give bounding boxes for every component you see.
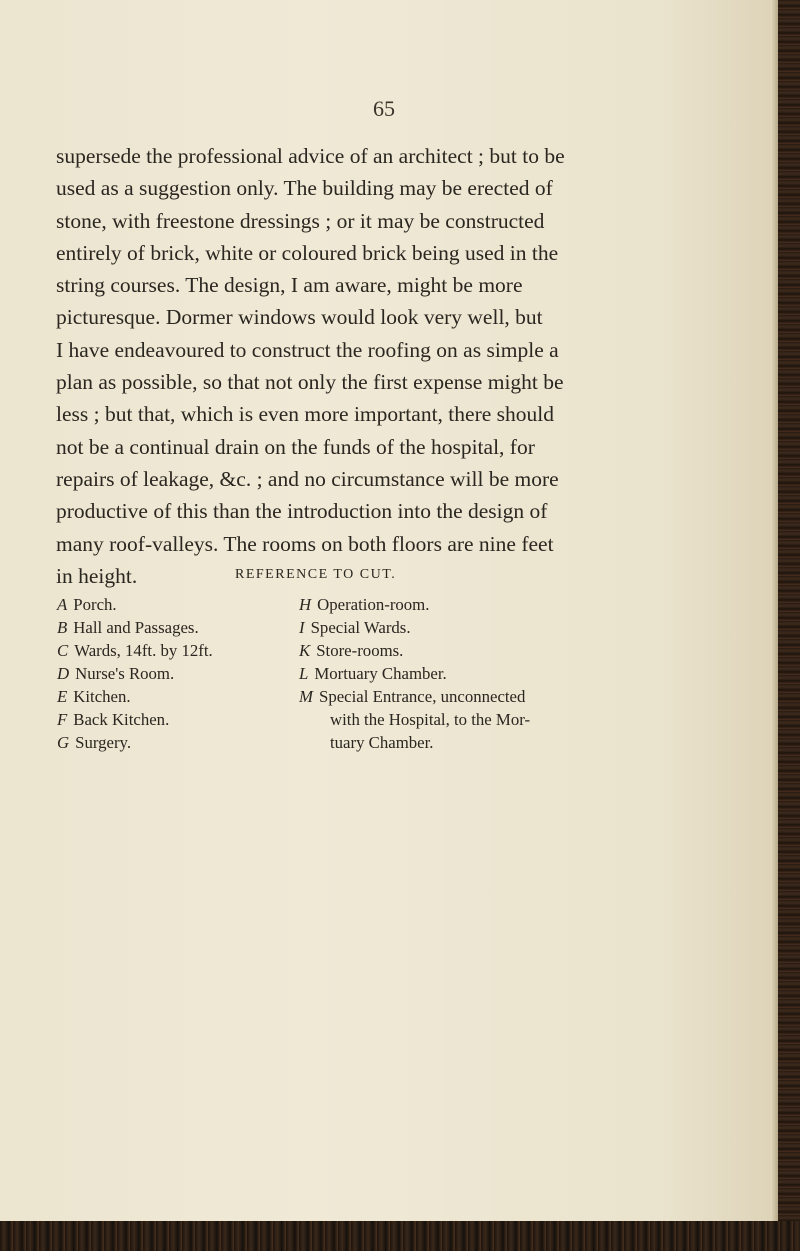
page-number: 65 bbox=[373, 96, 395, 121]
reference-item bbox=[299, 593, 530, 616]
reference-text: Operation-room. bbox=[317, 595, 430, 614]
body-line: productive of this than the introduction into the design of bbox=[56, 499, 548, 524]
reference-text: with the Hospital, to the Mor- bbox=[330, 710, 531, 729]
book-bottom-edge bbox=[0, 1221, 800, 1251]
reference-text: Surgery. bbox=[75, 733, 132, 752]
reference-letter: L bbox=[299, 664, 309, 683]
body-line: many roof-valleys. The rooms on both floors are nine feet bbox=[56, 531, 554, 556]
reference-letter: D bbox=[57, 664, 70, 683]
body-line: repairs of leakage, &c. ; and no circumstance will be more bbox=[56, 466, 559, 491]
reference-item bbox=[57, 616, 213, 639]
body-line: less ; but that, which is even more important, there should bbox=[56, 402, 554, 427]
reference-text: Mortuary Chamber. bbox=[314, 664, 447, 683]
reference-text: Nurse's Room. bbox=[75, 664, 175, 683]
reference-item bbox=[299, 639, 530, 662]
reference-text: Kitchen. bbox=[73, 687, 131, 706]
reference-letter: H bbox=[299, 595, 312, 614]
reference-letter: I bbox=[299, 618, 305, 637]
reference-item-continuation bbox=[299, 731, 530, 754]
body-line: in height. bbox=[56, 563, 138, 588]
body-paragraph bbox=[56, 140, 620, 592]
reference-text: Hall and Passages. bbox=[73, 618, 199, 637]
reference-item bbox=[57, 708, 213, 731]
reference-letter: F bbox=[57, 710, 68, 729]
reference-text: Store-rooms. bbox=[316, 641, 404, 660]
body-line: entirely of brick, white or coloured brick being used in the bbox=[56, 240, 559, 265]
reference-item bbox=[299, 662, 530, 685]
reference-item bbox=[57, 593, 213, 616]
reference-heading: REFERENCE TO CUT. bbox=[235, 567, 397, 582]
reference-list-right bbox=[299, 593, 530, 754]
reference-text: Back Kitchen. bbox=[73, 710, 170, 729]
reference-letter: C bbox=[57, 641, 69, 660]
reference-text: Wards, 14ft. by 12ft. bbox=[74, 641, 213, 660]
body-line: picturesque. Dormer windows would look very well, but bbox=[56, 305, 543, 330]
reference-letter: A bbox=[57, 595, 68, 614]
reference-letter: B bbox=[57, 618, 68, 637]
reference-text: Special Entrance, unconnected bbox=[318, 687, 526, 706]
book-spine bbox=[778, 0, 800, 1251]
reference-text: Porch. bbox=[73, 595, 117, 614]
reference-letter: G bbox=[57, 733, 70, 752]
reference-letter: E bbox=[57, 687, 68, 706]
reference-item bbox=[57, 731, 213, 754]
reference-item bbox=[299, 685, 530, 708]
reference-item bbox=[57, 639, 213, 662]
reference-item-continuation bbox=[299, 708, 530, 731]
reference-text: Special Wards. bbox=[310, 618, 411, 637]
body-line: used as a suggestion only. The building may be erected of bbox=[56, 176, 553, 201]
body-line: supersede the professional advice of an architect ; but to be bbox=[56, 144, 565, 168]
reference-text: tuary Chamber. bbox=[330, 733, 434, 752]
reference-item bbox=[57, 662, 213, 685]
body-line: string courses. The design, I am aware, might be more bbox=[56, 273, 523, 298]
body-line: I have endeavoured to construct the roofing on as simple a bbox=[56, 337, 559, 362]
reference-letter: K bbox=[299, 641, 311, 660]
reference-letter: M bbox=[299, 687, 313, 706]
reference-list-left bbox=[57, 593, 213, 754]
reference-item bbox=[299, 616, 530, 639]
body-line: plan as possible, so that not only the first expense might be bbox=[56, 370, 564, 395]
body-line: not be a continual drain on the funds of the hospital, for bbox=[56, 434, 535, 459]
reference-item bbox=[57, 685, 213, 708]
body-line: stone, with freestone dressings ; or it may be constructed bbox=[56, 208, 545, 233]
